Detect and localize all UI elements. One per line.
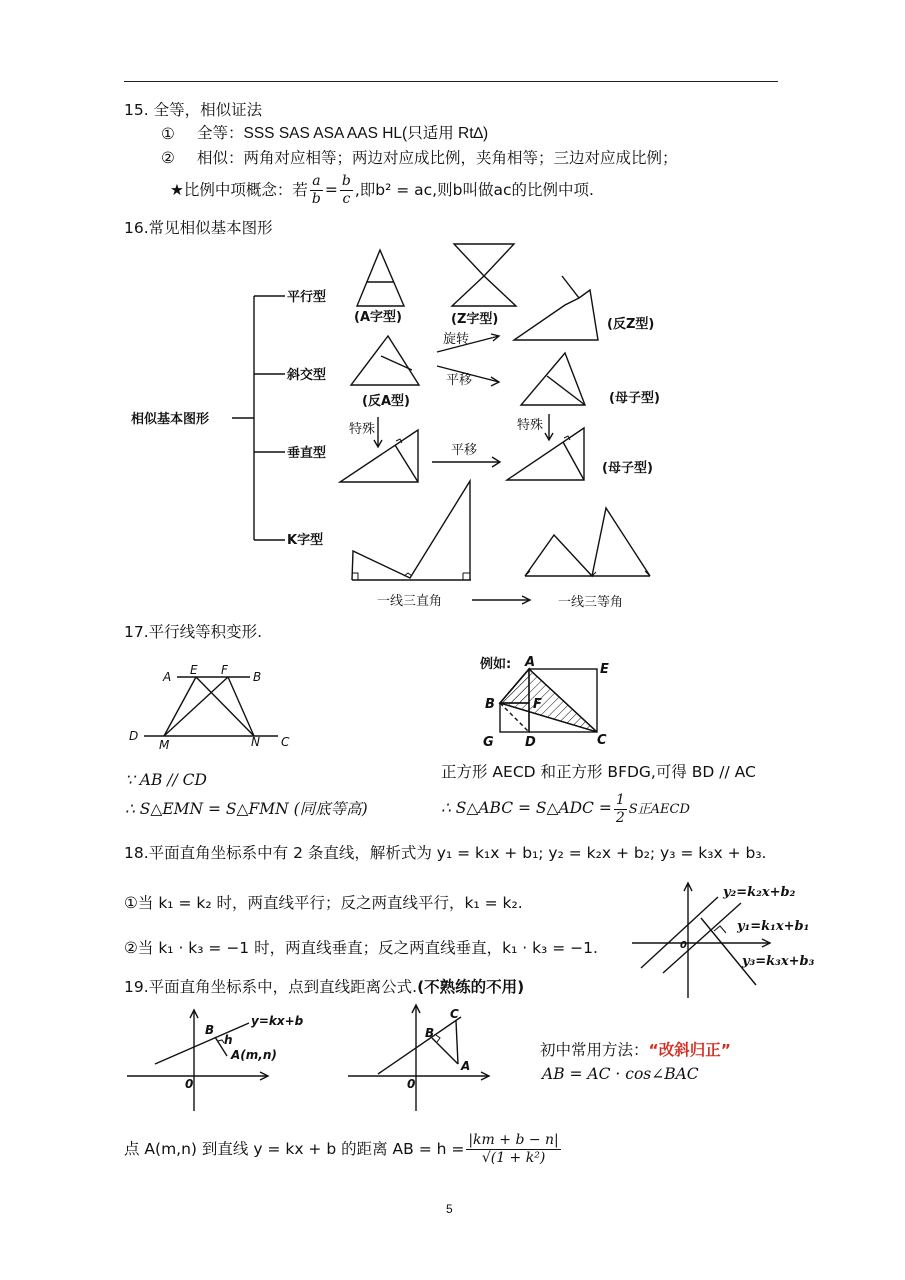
g2-C: C <box>450 1007 459 1021</box>
tree-root: 相似基本图形 <box>131 412 210 427</box>
s15-tail: ,即b² = ac,则b叫做ac的比例中项. <box>354 181 594 199</box>
page-number: 5 <box>446 1202 453 1216</box>
rpt-D: D <box>525 735 536 750</box>
rpt-E: E <box>600 662 609 677</box>
g1-O: 0 <box>185 1077 194 1091</box>
s15-frac2: $\frac{b}{c}$ <box>341 173 351 207</box>
half-fraction: $\frac{1}{2}$ <box>615 791 625 826</box>
label-k-equal-angles: 一线三等角 <box>558 595 624 610</box>
section-18-title: 18.平面直角坐标系中有 2 条直线，解析式为 y₁ = k₁x + b₁; y₂ = k₂x + b₂; y₃ = k₃x + b₃. <box>124 844 767 862</box>
pt-A: A <box>163 670 172 684</box>
example-label: 例如: <box>480 657 512 672</box>
pt-F: F <box>221 663 228 677</box>
rpt-G: G <box>483 735 494 750</box>
pt-B: B <box>253 670 262 684</box>
caption-reverse-z: (反Z型) <box>607 317 655 332</box>
label-special-2: 特殊 <box>517 418 544 433</box>
s15-star-text: ★比例中项概念：若 <box>170 181 308 199</box>
label-k-right-angles: 一线三直角 <box>377 594 443 609</box>
s15-congruence-line: 全等：SSS SAS ASA AAS HL(只适用 Rt∆) <box>197 125 489 142</box>
label-y1: y₁=k₁x+b₁ <box>737 919 810 934</box>
g1-h: h <box>224 1033 233 1047</box>
g2-O: 0 <box>407 1077 416 1091</box>
section-19-title: 19.平面直角坐标系中，点到直线距离公式.(不熟练的不用) <box>124 978 525 996</box>
section-17-title: 17.平行线等积变形. <box>124 623 263 641</box>
label-translate-1: 平移 <box>446 373 473 388</box>
g2-B: B <box>425 1026 435 1040</box>
s15-item2-mark: ② <box>161 149 175 167</box>
g1-B: B <box>205 1023 215 1037</box>
s15-proportional-mean: ★比例中项概念：若 $\frac{a}{b}$ = $\frac{b}{c}$ ,即b² = ac,则b叫做ac的比例中项. <box>170 173 594 207</box>
rpt-A: A <box>525 655 536 670</box>
s17-conclusion: ∴ S△EMN = S△FMN (同底等高) <box>125 800 368 818</box>
s19-note: (不熟练的不用) <box>417 978 525 996</box>
label-y3: y₃=k₃x+b₃ <box>742 954 815 969</box>
rpt-C: C <box>597 733 607 748</box>
branch-k-shape: K字型 <box>287 533 324 548</box>
pt-C: C <box>281 735 290 749</box>
distance-fraction: $\frac{|km + b - n|}{\text{√(1 + k²)}}$ <box>468 1132 559 1166</box>
s17-square-note: 正方形 AECD 和正方形 BFDG,可得 BD // AC <box>441 763 756 781</box>
caption-mother-son-1: (母子型) <box>609 391 660 406</box>
label-y2: y₂=k₂x+b₂ <box>723 885 796 900</box>
pt-D: D <box>129 729 139 743</box>
pt-M: M <box>159 738 170 752</box>
s15-frac1: $\frac{a}{b}$ <box>311 173 321 207</box>
s15-item1-mark: ① <box>161 125 175 143</box>
origin-18: 0 <box>680 940 687 951</box>
branch-parallel: 平行型 <box>287 290 327 305</box>
s18-parallel-rule: ①当 k₁ = k₂ 时，两直线平行；反之两直线平行，k₁ = k₂. <box>124 894 523 912</box>
g2-A: A <box>461 1059 471 1073</box>
s19-method-highlight: “改斜归正” <box>648 1041 731 1059</box>
label-translate-2: 平移 <box>451 443 478 458</box>
s19-distance-formula: 点 A(m,n) 到直线 y = kx + b 的距离 AB = h = $\frac{|km + b - n|}{\text{√(1 + k²)}}$ <box>124 1132 559 1166</box>
caption-mother-son-2: (母子型) <box>602 461 653 476</box>
rpt-F: F <box>533 697 542 712</box>
g1-A: A(m,n) <box>231 1048 277 1062</box>
label-rotate: 旋转 <box>443 332 470 347</box>
rpt-B: B <box>485 697 495 712</box>
g1-line-label: y=kx+b <box>251 1014 304 1028</box>
s19-method: 初中常用方法：“改斜归正” <box>540 1041 731 1059</box>
section-16-title: 16.常见相似基本图形 <box>124 219 273 237</box>
branch-oblique: 斜交型 <box>287 368 327 383</box>
s19-method-formula: AB = AC · cos∠BAC <box>542 1065 699 1083</box>
caption-a-shape: (A字型) <box>354 310 402 325</box>
branch-perpendicular: 垂直型 <box>287 446 327 461</box>
s18-perpendicular-rule: ②当 k₁ · k₃ = −1 时，两直线垂直；反之两直线垂直，k₁ · k₃ = −1. <box>124 939 598 957</box>
pt-E: E <box>190 663 198 677</box>
section-15-title: 15. 全等，相似证法 <box>124 101 263 119</box>
label-special-1: 特殊 <box>349 422 376 437</box>
s17-area-relation: ∴ S△ABC = S△ADC = $\frac{1}{2}$ S正AECD <box>441 791 690 826</box>
caption-z-shape: (Z字型) <box>451 312 499 327</box>
caption-reverse-a: (反A型) <box>362 394 410 409</box>
s17-given: ∵ AB // CD <box>125 771 207 789</box>
pt-N: N <box>251 735 260 749</box>
s15-similarity-line: 相似：两角对应相等；两边对应成比例，夹角相等；三边对应成比例； <box>197 149 678 167</box>
